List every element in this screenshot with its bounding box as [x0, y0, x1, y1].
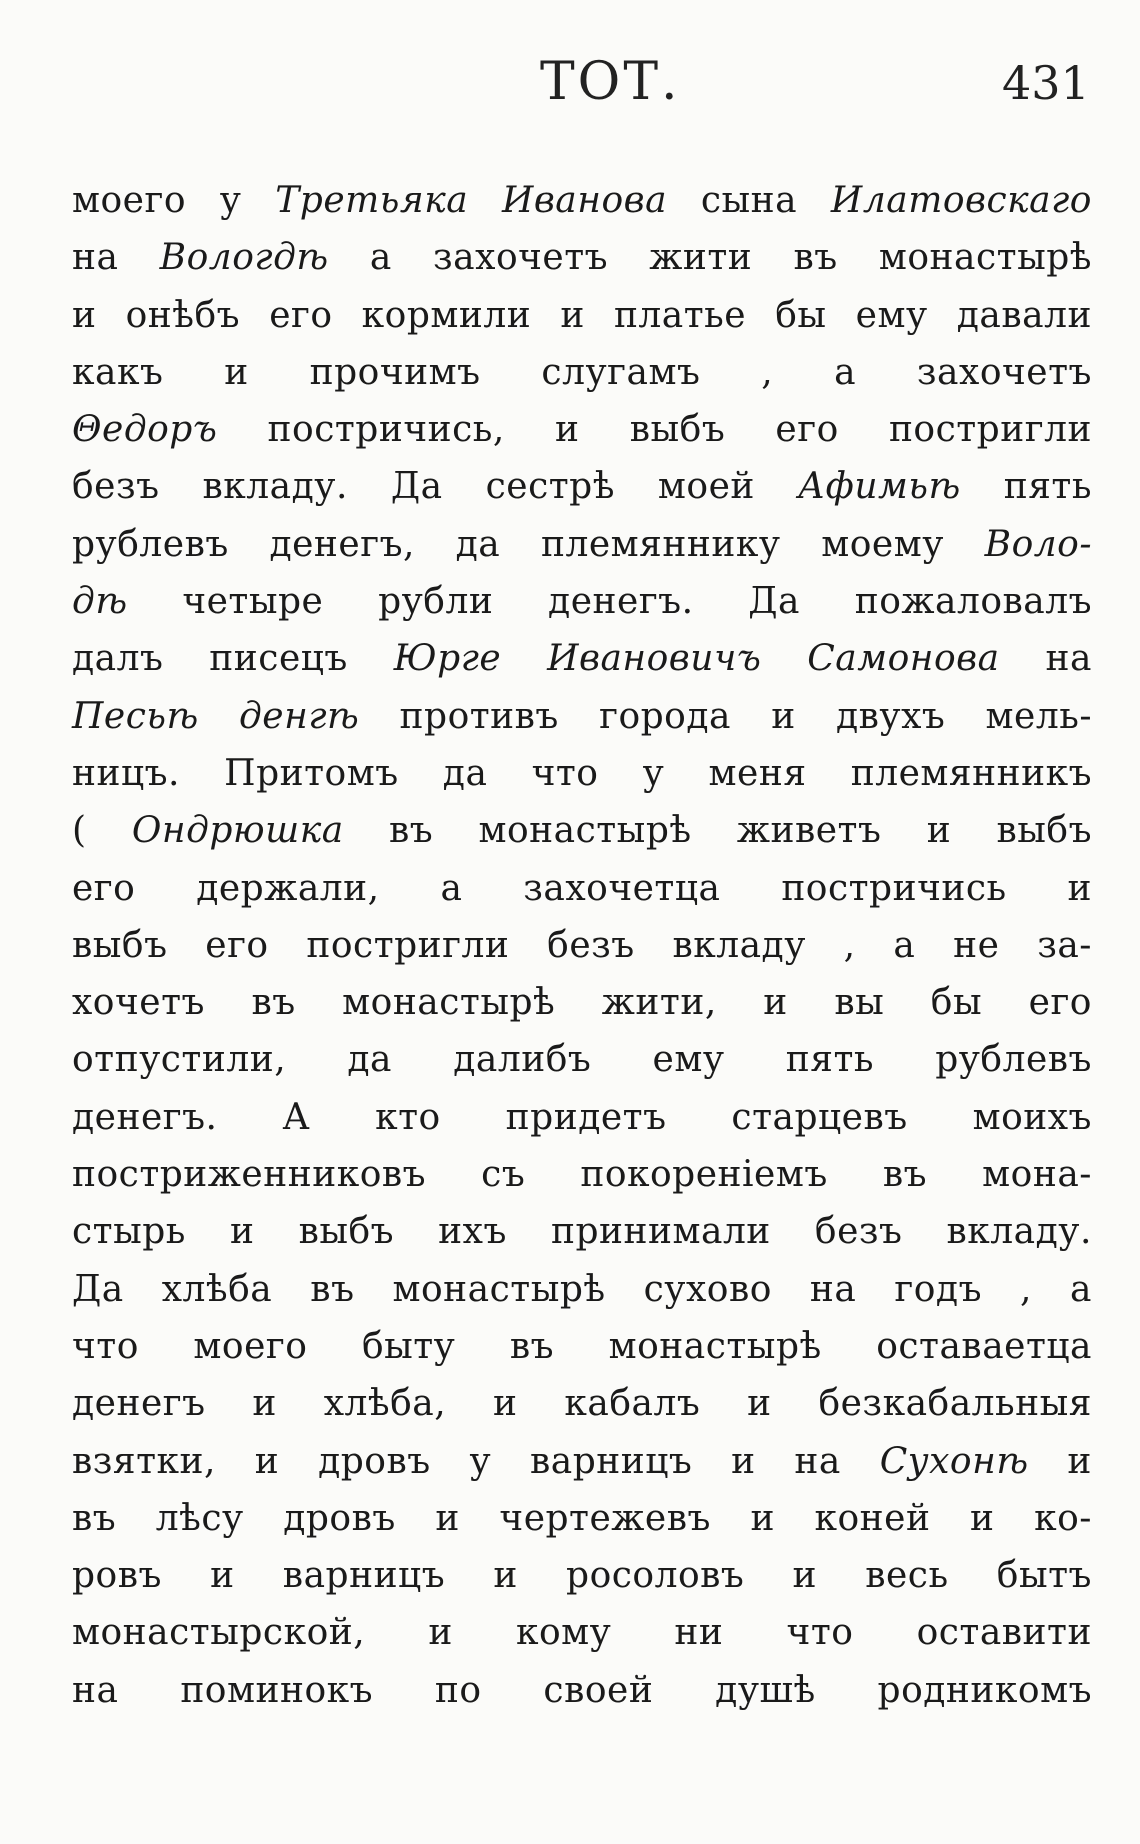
text-word: варницъ: [282, 1555, 446, 1597]
running-head: [0, 52, 1140, 122]
text-line: [72, 860, 1092, 917]
text-line: [72, 1261, 1092, 1318]
text-word: бытъ: [996, 1555, 1092, 1597]
text-word: Да: [72, 1268, 124, 1310]
text-line: [72, 172, 1092, 229]
text-word: что: [531, 752, 599, 794]
text-line: [72, 229, 1092, 286]
text-word: сестрѣ: [485, 466, 615, 508]
text-line: [72, 1089, 1092, 1146]
text-word: на: [72, 237, 119, 279]
text-word: съ: [481, 1154, 526, 1196]
text-line: [72, 344, 1092, 401]
text-word: далъ: [72, 638, 164, 680]
text-word: рублевъ: [72, 523, 229, 565]
text-line: [72, 516, 1092, 573]
text-word: города: [599, 695, 731, 737]
text-word: кормили: [361, 294, 532, 336]
text-word: постригли: [888, 409, 1092, 451]
text-word: его: [72, 867, 136, 909]
text-word: чертежевъ: [499, 1497, 711, 1539]
text-word: ,: [761, 351, 774, 393]
text-word: постригли: [306, 924, 510, 966]
text-word: а: [1069, 1268, 1092, 1310]
text-word: ровъ: [72, 1555, 162, 1597]
text-word: Да: [390, 466, 443, 508]
text-word: его: [775, 409, 839, 451]
text-word: Юрге: [393, 638, 502, 680]
text-word: моему: [821, 523, 944, 565]
text-word: и: [555, 409, 580, 451]
text-word: моей: [657, 466, 755, 508]
text-word: жити,: [601, 982, 717, 1024]
text-word: Вологдѣ: [159, 237, 329, 279]
text-word: хлѣба: [161, 1268, 273, 1310]
text-word: у: [642, 752, 665, 794]
text-word: Песьѣ: [72, 695, 199, 737]
text-word: выбъ: [298, 1211, 395, 1253]
text-word: и: [428, 1612, 453, 1654]
text-word: кто: [375, 1096, 441, 1138]
text-word: въ: [251, 982, 296, 1024]
text-word: и: [771, 695, 796, 737]
text-word: своей: [543, 1669, 654, 1711]
text-word: дровъ: [318, 1440, 431, 1482]
text-line: [72, 974, 1092, 1031]
text-word: прочимъ: [309, 351, 481, 393]
text-word: и: [1067, 867, 1092, 909]
text-word: онѣбъ: [125, 294, 241, 336]
text-word: монастырской,: [72, 1612, 366, 1654]
text-word: пять: [1003, 466, 1092, 508]
text-word: и: [254, 1440, 280, 1482]
text-word: двухъ: [835, 695, 946, 737]
text-word: на: [809, 1268, 857, 1310]
text-word: давали: [956, 294, 1092, 336]
text-word: въ: [793, 237, 838, 279]
text-word: денегъ,: [269, 523, 415, 565]
text-word: бы: [775, 294, 827, 336]
text-word: держали,: [196, 867, 380, 909]
text-word: и: [763, 982, 788, 1024]
text-word: коней: [814, 1497, 931, 1539]
text-word: денегъ.: [72, 1096, 218, 1138]
text-line: [72, 458, 1092, 515]
text-word: да: [442, 752, 488, 794]
text-line: [72, 573, 1092, 630]
text-line: [72, 287, 1092, 344]
text-word: мель-: [985, 695, 1092, 737]
text-word: монастырѣ: [342, 982, 556, 1024]
text-word: безъ: [547, 924, 635, 966]
text-line: [72, 630, 1092, 687]
text-word: весь: [865, 1555, 949, 1597]
text-word: въ: [509, 1325, 555, 1367]
text-word: безъ: [814, 1211, 903, 1253]
text-word: въ: [388, 810, 434, 852]
text-word: племяннику: [540, 523, 781, 565]
text-line: [72, 401, 1092, 458]
text-line: [72, 1031, 1092, 1088]
text-word: на: [72, 1669, 119, 1711]
text-word: монастырѣ: [608, 1325, 822, 1367]
text-word: и: [224, 351, 249, 393]
text-word: и: [731, 1440, 756, 1482]
text-word: противъ: [399, 695, 559, 737]
text-line: [72, 1662, 1092, 1719]
text-word: Сухонѣ: [879, 1440, 1029, 1482]
text-word: постричись: [781, 867, 1007, 909]
text-word: у: [219, 180, 242, 221]
text-word: и: [493, 1383, 518, 1425]
text-word: не: [953, 924, 1000, 966]
text-line: [72, 1375, 1092, 1432]
text-word: ,: [1020, 1268, 1032, 1310]
text-word: и: [792, 1555, 818, 1597]
text-word: ко-: [1034, 1497, 1092, 1539]
text-word: сухово: [643, 1268, 772, 1310]
text-word: и: [1067, 1440, 1092, 1482]
text-word: а: [834, 351, 857, 393]
text-word: Ондрюшка: [131, 810, 344, 852]
text-word: выбъ: [629, 409, 726, 451]
text-word: стырь: [72, 1211, 186, 1253]
text-word: бы: [930, 982, 983, 1024]
text-word: ему: [855, 294, 928, 336]
text-word: жити: [649, 237, 753, 279]
text-word: на: [1045, 638, 1092, 680]
text-word: вкладу.: [202, 466, 348, 508]
text-word: рублевъ: [935, 1039, 1092, 1081]
text-word: Θедоръ: [72, 409, 218, 451]
text-line: [72, 745, 1092, 802]
text-word: кабалъ: [564, 1383, 701, 1425]
text-word: что: [786, 1612, 854, 1654]
text-word: живетъ: [736, 810, 882, 852]
text-word: и: [229, 1211, 255, 1253]
text-word: Иванова: [501, 180, 668, 221]
text-word: монастырѣ: [392, 1268, 606, 1310]
text-word: ,: [843, 924, 856, 966]
text-word: дѣ: [72, 581, 128, 623]
text-line: [72, 688, 1092, 745]
body-text: [72, 172, 1092, 1719]
text-word: ни: [674, 1612, 724, 1654]
text-word: захочетъ: [916, 351, 1092, 393]
text-line: [72, 1433, 1092, 1490]
text-word: безкабальныя: [818, 1383, 1092, 1425]
text-word: слугамъ: [541, 351, 701, 393]
text-word: платье: [613, 294, 747, 336]
text-word: родникомъ: [877, 1669, 1092, 1711]
text-word: и: [252, 1383, 277, 1425]
text-word: въ: [882, 1154, 928, 1196]
text-word: придетъ: [505, 1096, 667, 1138]
text-word: Илатовскаго: [830, 180, 1092, 221]
text-word: племянникъ: [850, 752, 1092, 794]
text-word: душѣ: [715, 1669, 816, 1711]
text-word: Самонова: [807, 638, 1000, 680]
text-word: и: [210, 1555, 235, 1597]
text-word: рубли: [378, 581, 494, 623]
text-word: хлѣба,: [323, 1383, 447, 1425]
text-word: да: [347, 1039, 393, 1081]
text-word: пожаловалъ: [854, 581, 1092, 623]
text-word: постриженниковъ: [72, 1154, 427, 1196]
text-word: монастырѣ: [478, 810, 692, 852]
text-word: сына: [700, 180, 798, 221]
text-word: принимали: [550, 1211, 771, 1253]
text-word: мона-: [982, 1154, 1092, 1196]
text-word: оставаетца: [876, 1325, 1092, 1367]
text-word: безъ: [72, 466, 160, 508]
text-line: [72, 1547, 1092, 1604]
text-word: его: [1028, 982, 1092, 1024]
text-word: Афимьѣ: [797, 466, 961, 508]
text-word: моихъ: [972, 1096, 1092, 1138]
text-word: (: [72, 810, 87, 852]
text-word: по: [434, 1669, 482, 1711]
text-word: въ: [72, 1497, 117, 1539]
text-word: на: [794, 1440, 841, 1482]
text-word: а: [893, 924, 916, 966]
text-word: Притомъ: [224, 752, 399, 794]
text-word: за-: [1037, 924, 1092, 966]
text-word: а: [440, 867, 463, 909]
text-word: денегъ.: [548, 581, 694, 623]
text-word: выбъ: [72, 924, 168, 966]
text-word: поминокъ: [180, 1669, 374, 1711]
text-word: Воло-: [984, 523, 1092, 565]
text-word: ницъ.: [72, 752, 180, 794]
text-word: варницъ: [529, 1440, 693, 1482]
text-line: [72, 802, 1092, 859]
text-word: и: [493, 1555, 518, 1597]
text-word: моего: [193, 1325, 308, 1367]
text-word: и: [435, 1497, 460, 1539]
text-word: въ: [310, 1268, 355, 1310]
text-line: [72, 1203, 1092, 1260]
text-word: что: [72, 1325, 139, 1367]
text-word: хочетъ: [72, 982, 205, 1024]
text-word: постричись,: [267, 409, 505, 451]
page-number: 431: [1002, 56, 1090, 110]
text-word: росоловъ: [566, 1555, 745, 1597]
text-word: денегъ: [72, 1383, 206, 1425]
text-word: пять: [785, 1039, 874, 1081]
text-word: захочетъ: [433, 237, 609, 279]
text-word: дровъ: [283, 1497, 396, 1539]
text-word: моего: [72, 180, 187, 221]
text-word: денгѣ: [238, 695, 360, 737]
text-word: и: [750, 1497, 775, 1539]
text-word: четыре: [182, 581, 324, 623]
text-word: оставити: [916, 1612, 1092, 1654]
text-word: выбъ: [996, 810, 1092, 852]
text-word: писецъ: [209, 638, 348, 680]
text-word: какъ: [72, 351, 164, 393]
text-word: покореніемъ: [580, 1154, 828, 1196]
text-word: отпустили,: [72, 1039, 287, 1081]
text-word: и: [747, 1383, 772, 1425]
text-word: быту: [361, 1325, 456, 1367]
text-word: Да: [748, 581, 800, 623]
text-word: годъ: [894, 1268, 982, 1310]
text-word: лѣсу: [155, 1497, 244, 1539]
text-line: [72, 1490, 1092, 1547]
text-word: и: [926, 810, 952, 852]
text-word: захочетца: [523, 867, 721, 909]
text-word: вкладу.: [946, 1211, 1092, 1253]
text-word: его: [269, 294, 333, 336]
text-word: и: [970, 1497, 995, 1539]
text-line: [72, 1146, 1092, 1203]
text-word: Ивановичъ: [547, 638, 762, 680]
text-word: а: [369, 237, 392, 279]
text-word: и: [560, 294, 585, 336]
text-word: меня: [708, 752, 807, 794]
text-word: взятки,: [72, 1440, 216, 1482]
text-word: ихъ: [438, 1211, 507, 1253]
text-word: вы: [834, 982, 885, 1024]
text-word: вкладу: [672, 924, 806, 966]
text-word: и: [72, 294, 97, 336]
text-word: далибъ: [453, 1039, 592, 1081]
text-word: кому: [515, 1612, 612, 1654]
text-word: ему: [652, 1039, 725, 1081]
text-word: его: [205, 924, 269, 966]
text-word: А: [282, 1096, 311, 1138]
text-line: [72, 1604, 1092, 1661]
text-line: [72, 1318, 1092, 1375]
text-word: старцевъ: [731, 1096, 908, 1138]
text-word: Третьяка: [275, 180, 469, 221]
running-head-title: ТОТ.: [540, 52, 681, 112]
text-word: монастырѣ: [878, 237, 1092, 279]
text-word: у: [469, 1440, 492, 1482]
text-line: [72, 917, 1092, 974]
text-word: да: [455, 523, 501, 565]
